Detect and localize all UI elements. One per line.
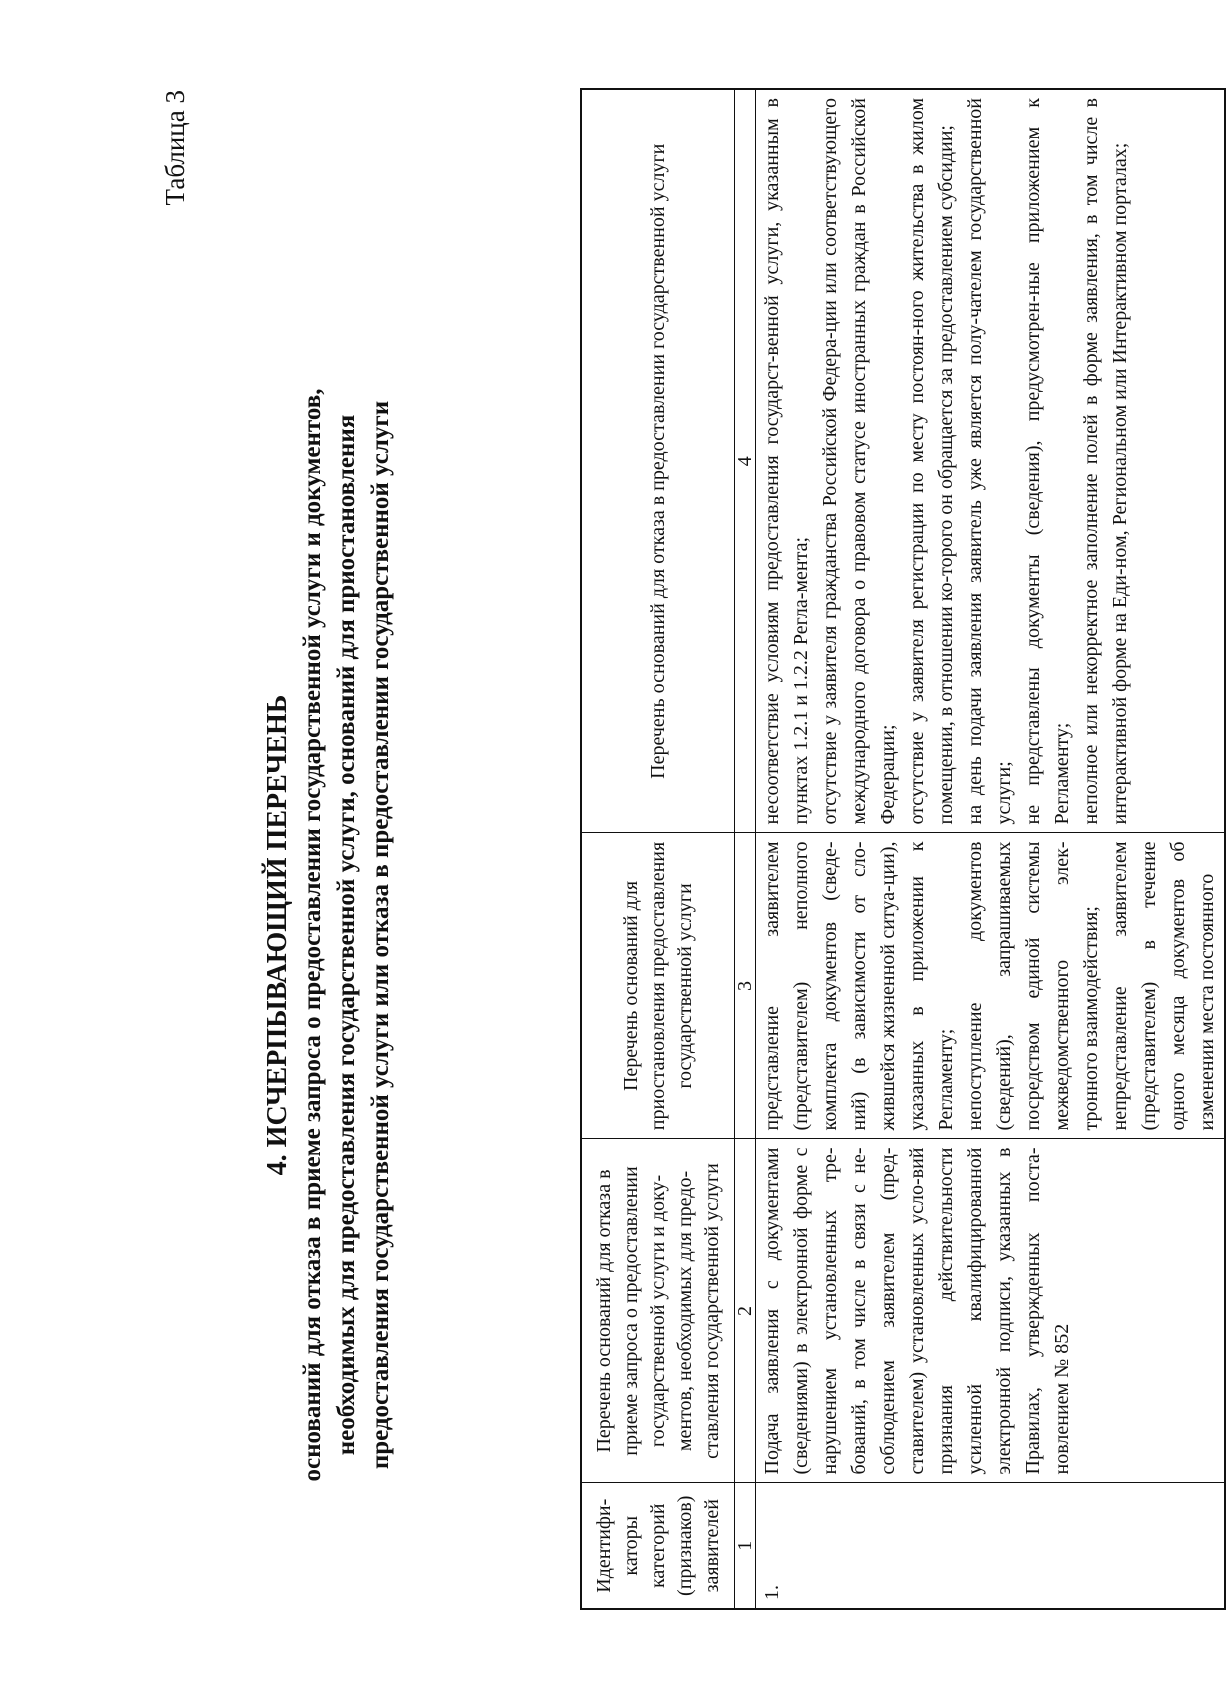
column-number: 1: [735, 1483, 756, 1609]
table-row: [756, 89, 1226, 1609]
table-number-row: [735, 89, 756, 1609]
heading-title: 4. ИСЧЕРПЫВАЮЩИЙ ПЕРЕЧЕНЬ: [262, 694, 293, 1176]
refusal-provision-cell: [756, 89, 1226, 833]
header-cell-suspension: Перечень оснований для приостановления предоставления государственной услуги: [581, 833, 735, 1139]
suspension-ground: непредставление заявителем (представителем) в течение одного месяца документов об изменении места постоянного: [1109, 841, 1218, 1131]
column-number: 4: [735, 89, 756, 833]
refusal-ground: не представлены документы (сведения), предусмотрен-ные приложением к Регламенту;: [1022, 98, 1073, 825]
header-cell-refusal-provision: Перечень оснований для отказа в предоставлении государственной услуги: [581, 89, 735, 833]
column-number: 3: [735, 833, 756, 1139]
suspension-ground: непоступление документов (сведений), запрашиваемых посредством единой системы межведомственного элек-тронного взаимодействия;: [964, 841, 1102, 1131]
row-identifier: 1.: [756, 1483, 1226, 1609]
table-caption: Таблица 3: [160, 90, 190, 206]
header-cell-identifiers: Идентифи-каторы категорий (признаков) заявителей: [581, 1483, 735, 1609]
heading-subtitle: оснований для отказа в приеме запроса о предоставлении государственной услуги и документов, необходимых для предоставления государственной услуги, оснований для приостановления предоставления государственной услуги или отказа в предоставлении государственной услуги: [299, 388, 394, 1482]
refusal-ground: несоответствие условиям предоставления государст-венной услуги, указанным в пунктах 1.2.1 и 1.2.2 Регла-мента;: [761, 98, 812, 825]
column-number: 2: [735, 1139, 756, 1483]
refusal-ground: на день подачи заявления заявитель уже является полу-чателем государственной услуги;: [964, 98, 1015, 825]
refusal-acceptance-text: Подача заявления с документами (сведениями) в электронной форме с нарушением установленных тре-бований, в том числе в связи с не-соблюдением заявителем (пред-ставителем) установленных усло-вий признания действительности усиленной квалифицированной электронной подписи, указанных в Правилах, утвержденных поста-новлением № 852: [756, 1139, 1226, 1483]
refusal-ground: отсутствие у заявителя регистрации по месту постоян-ного жительства в жилом помещении, в отношении ко-торого он обращается за предоставлением субсидии;: [906, 98, 957, 825]
header-cell-refusal-acceptance: Перечень оснований для отказа в приеме запроса о предоставлении государственной услуги и доку-ментов, необходимых для предо-ставления государственной услуги: [581, 1139, 735, 1483]
grounds-table: [580, 88, 1226, 1610]
refusal-ground: отсутствие у заявителя гражданства Российской Федера-ции или соответствующего международного договора о правовом статусе иностранных граждан в Российской Федерации;: [819, 98, 899, 825]
rotated-page: [120, 80, 1218, 1660]
suspension-ground: представление заявителем (представителем) неполного комплекта документов (сведе-ний) (в зависимости от сло-жившейся жизненной ситуа-ции), указанных в приложении к Регламенту;: [761, 841, 957, 1131]
table-header-row: [581, 89, 735, 1609]
document-heading: [260, 340, 398, 1530]
suspension-cell: [756, 833, 1226, 1139]
refusal-ground: неполное или некорректное заполнение полей в форме заявления, в том числе в интерактивной форме на Еди-ном, Региональном или Интерактивном порталах;: [1080, 98, 1131, 825]
